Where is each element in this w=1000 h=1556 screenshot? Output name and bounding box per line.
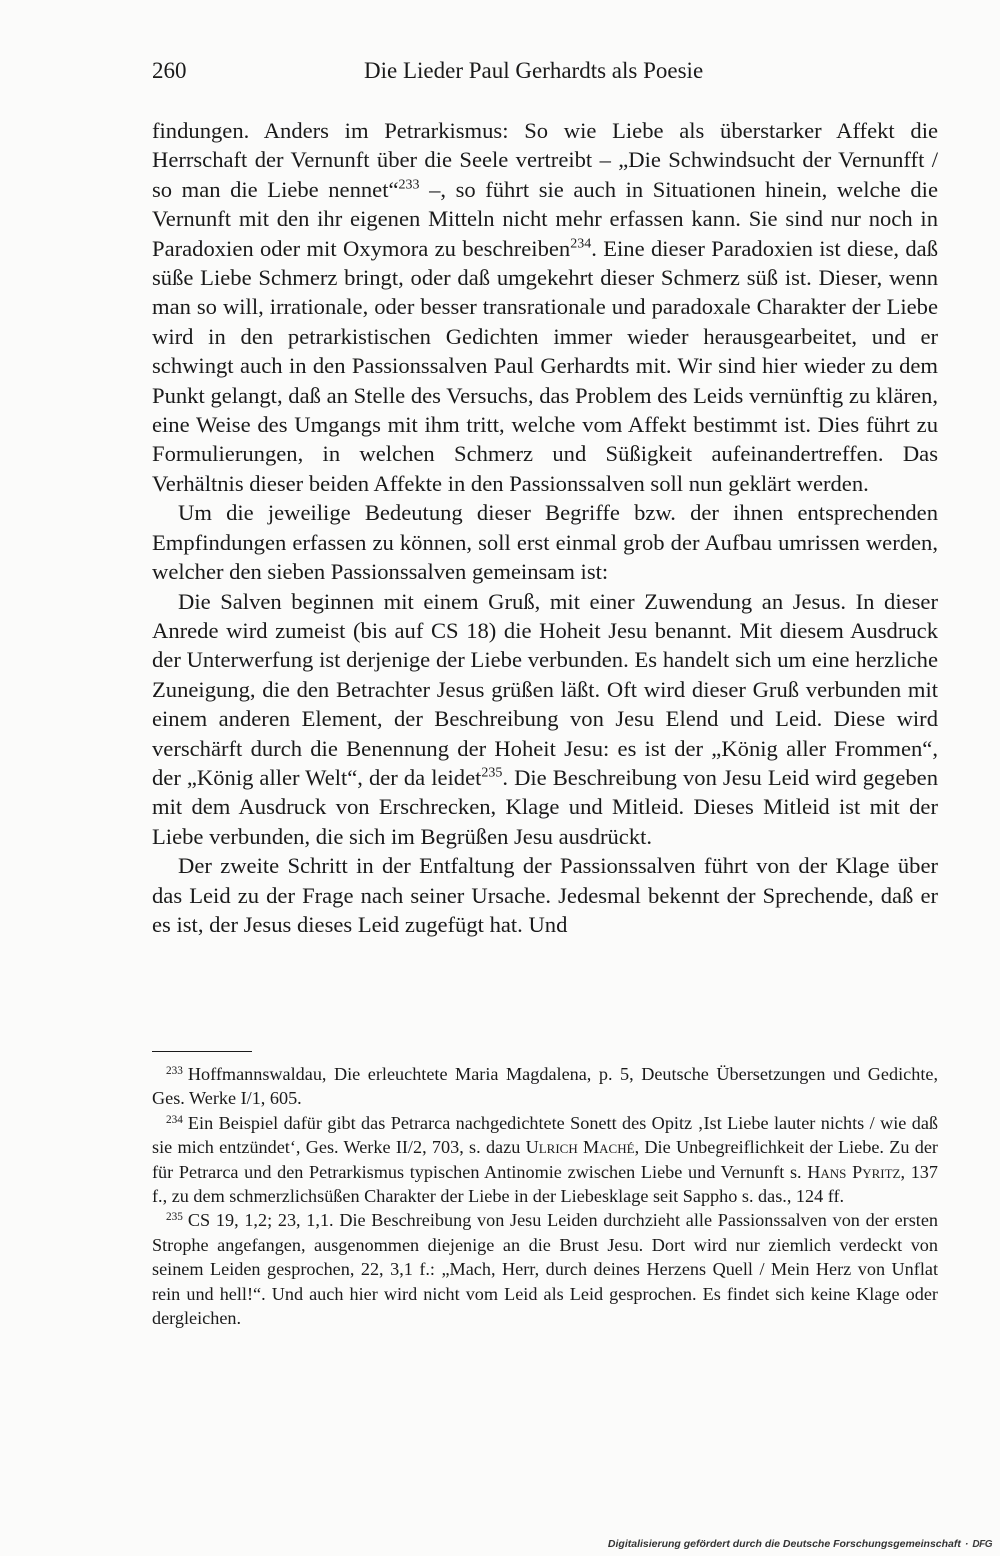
dfg-logo: DFG: [972, 1538, 992, 1550]
digitization-credit: [608, 1538, 992, 1550]
footnote-ref-234: 234: [570, 235, 592, 251]
credit-separator: ·: [964, 1538, 969, 1550]
footnote-text: Hoffmannswaldau, Die erleuchtete Maria Magdalena, p. 5, Deutsche Übersetzungen und Gedichte, Ges. Werke I/1, 605.: [152, 1064, 938, 1109]
running-title: Die Lieder Paul Gerhardts als Poesie: [364, 58, 704, 83]
page-number: 260: [152, 58, 187, 83]
paragraph-3: [152, 587, 938, 852]
main-text: [152, 116, 938, 939]
footnote-text: Ein Beispiel dafür gibt das Petrarca nachgedichtete Sonett des Opitz ‚Ist Liebe lauter nichts / wie daß sie mich entzündet‘, Ges. Werke II/2, 703, s. dazu: [152, 1112, 938, 1158]
paragraph-4: Der zweite Schritt in der Entfaltung der Passionssalven führt von der Klage über das Leid zu der Frage nach seiner Ursache. Jedesmal bekennt der Sprechende, daß er es ist, der Jesus dieses Leid zugefügt hat. Und: [152, 853, 938, 937]
paragraph-3-part-b: . Die Beschreibung von Jesu Leid wird gegeben mit dem Ausdruck von Erschrecken, Klage und Mitleid. Dieses Mitleid ist mit der Liebe verbunden, die sich im Begrüßen Jesu ausdrückt.: [152, 764, 938, 849]
footnote-number: 233: [166, 1064, 183, 1077]
footnote-235: [152, 1208, 938, 1330]
footnote-text: CS 19, 1,2; 23, 1,1. Die Beschreibung von Jesu Leiden durchzieht alle Passionssalven von der ersten Strophe angefangen, ausgenommen diejenige an die Brust Jesu. Dort wird nur ziemlich verdeckt von seinem Leiden gesprochen, 22, 3,1 f.: „Mach, Herr, durch deines Herzens Quell / Mein Herz von Unflat rein und hell!“. Und auch hier wird nicht vom Leid als Leid gesprochen. Es findet sich keine Klage oder dergleichen.: [152, 1210, 938, 1329]
footnote-ref-233: 233: [398, 177, 420, 193]
footnote-ref-235: 235: [481, 765, 503, 781]
paragraph-1-part-c: . Eine dieser Paradoxien ist diese, daß süße Liebe Schmerz bringt, oder daß umgekehrt dieser Schmerz süß ist. Dieser, wenn man so will, irrationale, oder besser transrationale und paradoxale Charakter der Liebe wird in den petrarkistischen Gedichten immer wieder herausgearbeitet, und er schwingt auch in den Passionssalven Paul Gerhardts mit. Wir sind hier wieder zu dem Punkt gelangt, daß an Stelle des Versuchs, das Problem des Leids vernünftig zu klären, eine Weise des Umgangs mit ihm tritt, welche vom Affekt bestimmt ist. Dies führt zu Formulierungen, in welchen Schmerz und Süßigkeit aufeinandertreffen. Das Verhältnis dieser beiden Affekte in den Passionssalven soll nun geklärt werden.: [152, 235, 938, 496]
footnote-divider: [152, 1051, 252, 1052]
paragraph-3-part-a: Die Salven beginnen mit einem Gruß, mit einer Zuwendung an Jesus. In dieser Anrede wird zumeist (bis auf CS 18) die Hoheit Jesu benannt. Mit diesem Ausdruck der Unterwerfung ist derjenige der Liebe verbunden. Es handelt sich um eine herzliche Zuneigung, die den Betrachter Jesus grüßen läßt. Oft wird dieser Gruß verbunden mit einem anderen Element, der Beschreibung von Jesu Elend und Leid. Diese wird verschärft durch die Benennung der Hoheit Jesu: es ist der „König aller Frommen“, der „König aller Welt“, der da leidet: [152, 588, 938, 790]
paragraph-2: Um die jeweilige Bedeutung dieser Begriffe bzw. der ihnen entsprechenden Empfindungen erfassen zu können, soll erst einmal grob der Aufbau umrissen werden, welcher den sieben Passionssalven gemeinsam ist:: [152, 500, 938, 585]
paragraph-1-part-b: –, so führt sie auch in Situationen hinein, welche die Vernunft mit den ihr eigenen Mitteln nicht mehr erfassen kann. Sie sind nur noch in Paradoxien oder mit Oxymora zu beschreiben: [152, 176, 938, 261]
footnote-number: 235: [166, 1211, 183, 1224]
footnote-233: [152, 1062, 938, 1111]
paragraph-1: [152, 116, 938, 498]
cited-author: Ulrich Maché: [525, 1137, 635, 1158]
footnotes: [152, 1062, 938, 1330]
footnote-text: , 137 f., zu dem schmerzlichsüßen Charakter der Liebe in der Liebesklage seit Sappho s. das., 124 ff.: [152, 1161, 938, 1207]
paragraph-1-part-a: findungen. Anders im Petrarkismus: So wie Liebe als überstarker Affekt die Herrschaft der Vernunft über die Seele vertreibt – „Die Schwindsucht der Vernunfft / so man die Liebe nennet“: [152, 118, 938, 202]
credit-text: Digitalisierung gefördert durch die Deutsche Forschungsgemeinschaft: [607, 1538, 961, 1550]
footnote-234: [152, 1111, 938, 1209]
footnote-number: 234: [166, 1113, 183, 1126]
footnote-text: , Die Unbegreiflichkeit der Liebe. Zu der für Petrarca und den Petrarkismus typischen Antinomie zwischen Liebe und Vernunft s.: [152, 1137, 938, 1182]
running-header: [152, 54, 938, 88]
cited-author: Hans Pyritz: [807, 1161, 901, 1182]
